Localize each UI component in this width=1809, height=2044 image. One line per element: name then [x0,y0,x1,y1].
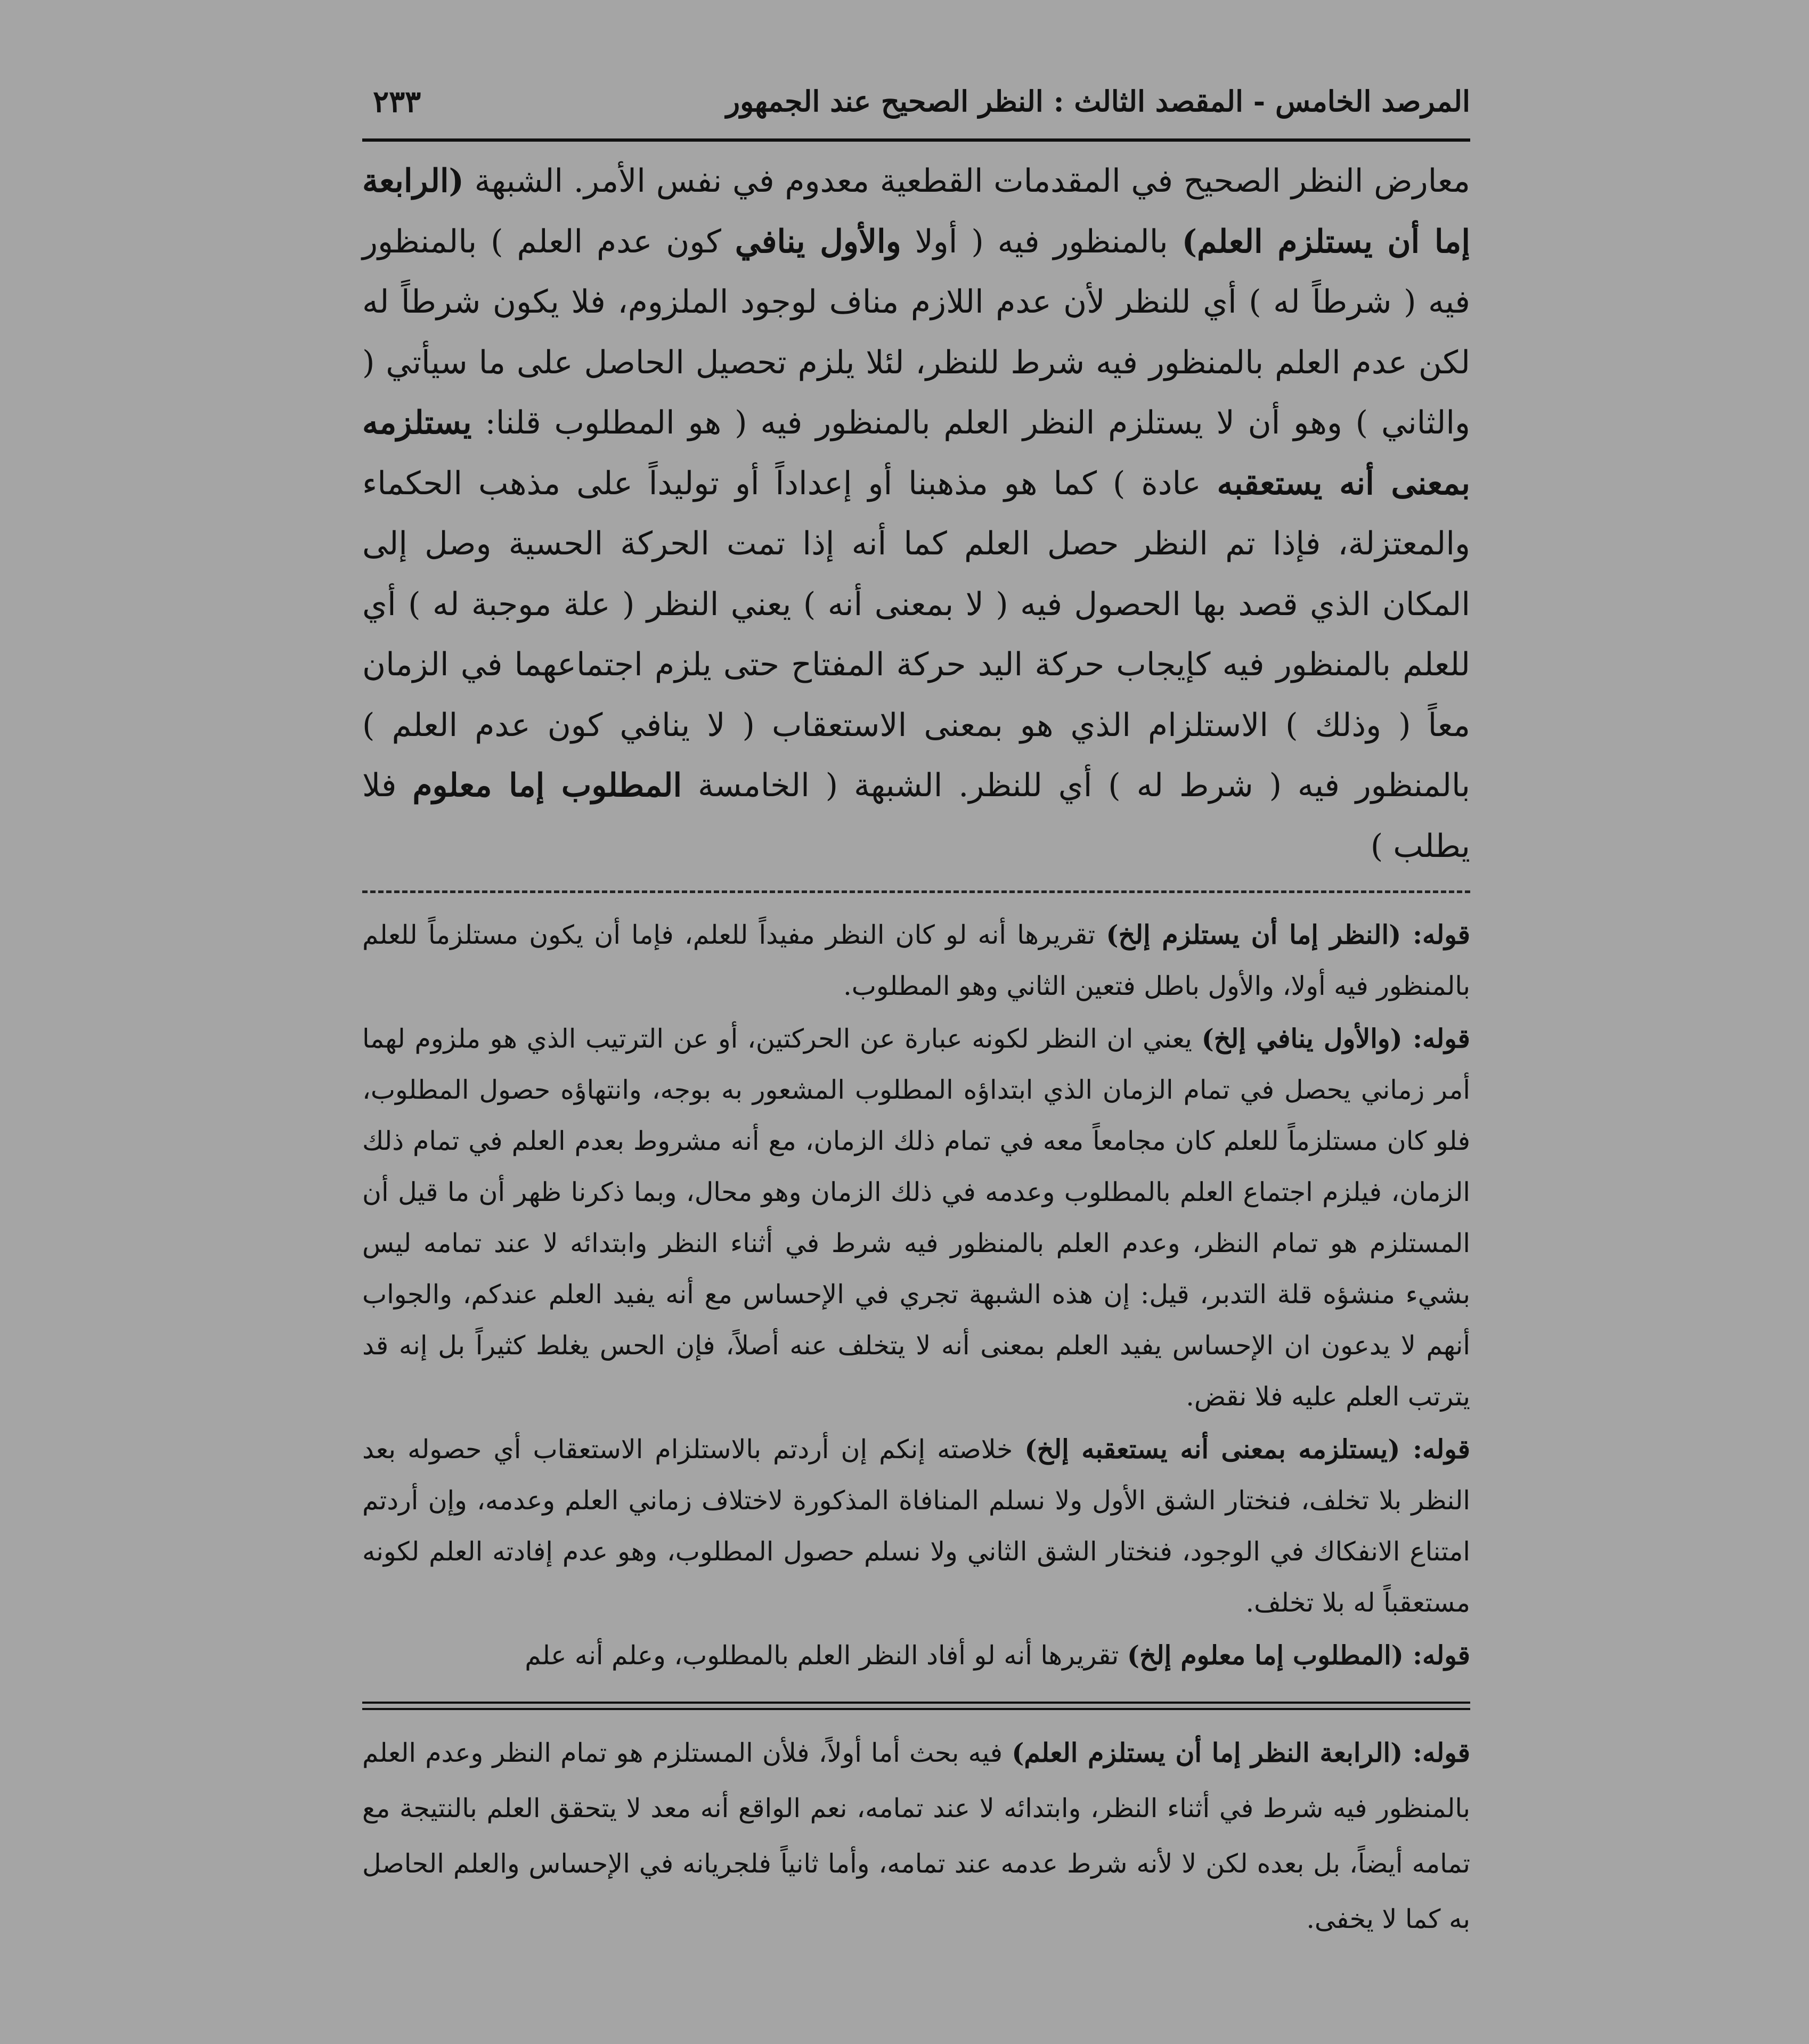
footnote-text: فيه بحث أما أولاً، فلأن المستلزم هو تمام النظر وعدم العلم بالمنظور فيه شرط في أثناء النظر، وابتدائه لا عند تمامه، نعم الواقع أنه معد لا يتحقق العلم بالنتيجة مع تمامه أيضاً، بل بعده لكن لا لأنه شرط عدمه عند تمامه، وأما ثانياً فلجريانه في الإحساس والعلم الحاصل به كما لا يخفى. [362,1738,1470,1934]
text-segment: عادة ) كما هو مذهبنا أو إعداداً أو توليداً على مذهب الحكماء والمعتزلة، فإذا تم النظر حصل العلم كما أنه إذا تمت الحركة الحسية وصل إلى المكان الذي قصد بها الحصول فيه ( لا بمعنى أنه ) يعني النظر ( علة موجبة له ) أي للعلم بالمنظور فيه كإيجاب حركة اليد حركة المفتاح حتى يلزم اجتماعهما في الزمان معاً ( وذلك ) الاستلزام الذي هو بمعنى الاستعقاب ( لا ينافي كون عدم العلم ) بالمنظور فيه ( شرط له ) أي للنظر. الشبهة ( الخامسة [362,464,1470,804]
gloss-paragraph [362,1424,1470,1629]
footnote [362,1725,1470,1947]
double-divider [362,1702,1470,1710]
footnote-lemma: قوله: (الرابعة النظر إما أن يستلزم العلم) [1012,1737,1470,1768]
commentary-section [362,909,1470,1681]
text-segment-bold: والأول ينافي [735,223,901,260]
text-segment: كون عدم العلم ) بالمنظور فيه ( شرطاً له ) أي للنظر لأن عدم اللازم مناف لوجود الملزوم، فلا يكون شرطاً له لكن عدم العلم بالمنظور فيه شرط للنظر، لئلا يلزم تحصيل الحاصل على ما سيأتي ( والثاني ) وهو أن لا يستلزم النظر العلم بالمنظور فيه ( هو المطلوب قلنا: [362,223,1470,441]
text-segment-bold: (الرابعة إما أن يستلزم العلم) [362,162,1470,260]
running-title: المرصد الخامس - المقصد الثالث : النظر الصحيح عند الجمهور [726,84,1470,118]
gloss-lemma: قوله: (يستلزمه بمعنى أنه يستعقبه إلخ) [1024,1434,1470,1465]
text-segment: بالمنظور فيه ( أولا [901,223,1182,260]
text-segment-bold: المطلوب إما معلوم [412,767,682,804]
gloss-lemma: قوله: (والأول ينافي إلخ) [1201,1023,1470,1054]
book-page [362,80,1470,2029]
gloss-paragraph [362,1013,1470,1422]
gloss-text: يعني ان النظر لكونه عبارة عن الحركتين، أو عن الترتيب الذي هو ملزوم لهما أمر زماني يحصل في تمام الزمان الذي ابتداؤه المطلوب المشعور به بوجه، وانتهاؤه حصول المطلوب، فلو كان مستلزماً للعلم كان مجامعاً معه في تمام ذلك الزمان، مع أنه مشروط بعدم العلم في تمام ذلك الزمان، فيلزم اجتماع العلم بالمطلوب وعدمه في ذلك الزمان وهو محال، وبما ذكرنا ظهر أن ما قيل أن المستلزم هو تمام النظر، وعدم العلم بالمنظور فيه شرط في أثناء النظر وابتدائه لا عند تمامه ليس بشيء منشؤه قلة التدبر، قيل: إن هذه الشبهة تجري في الإحساس مع أنه يفيد العلم عندكم، والجواب أنهم لا يدعون ان الإحساس يفيد العلم بمعنى أنه لا يتخلف عنه أصلاً، فإن الحس يغلط كثيراً بل إنه قد يترتب العلم عليه فلا نقض. [362,1024,1470,1412]
gloss-paragraph [362,909,1470,1012]
gloss-text: تقريرها أنه لو كان النظر مفيداً للعلم، فإما أن يكون مستلزماً للعلم بالمنظور فيه أولا، والأول باطل فتعين الثاني وهو المطلوب. [362,920,1470,1001]
main-text [362,151,1470,877]
gloss-text: تقريرها أنه لو أفاد النظر العلم بالمطلوب، وعلم أنه علم [525,1640,1127,1671]
text-segment: فلا يطلب ) [362,767,1470,865]
page-number: ٢٣٣ [373,84,421,119]
gloss-lemma: قوله: (المطلوب إما معلوم إلخ) [1127,1640,1470,1671]
gloss-lemma: قوله: (النظر إما أن يستلزم إلخ) [1106,919,1470,950]
gloss-text: خلاصته إنكم إن أردتم بالاستلزام الاستعقاب أي حصوله بعد النظر بلا تخلف، فنختار الشق الأول ولا نسلم المنافاة المذكورة لاختلاف زماني العلم وعدمه، وإن أردتم امتناع الانفكاك في الوجود، فنختار الشق الثاني ولا نسلم حصول المطلوب، وهو عدم إفادته العلم لكونه مستعقباً له بلا تخلف. [362,1434,1470,1618]
page-header [362,80,1470,142]
gloss-paragraph [362,1630,1470,1681]
dashed-divider [362,890,1470,893]
text-segment-bold: يستلزمه بمعنى أنه يستعقبه [362,404,1470,502]
text-segment: معارض النظر الصحيح في المقدمات القطعية معدوم في نفس الأمر. الشبهة [463,162,1470,200]
